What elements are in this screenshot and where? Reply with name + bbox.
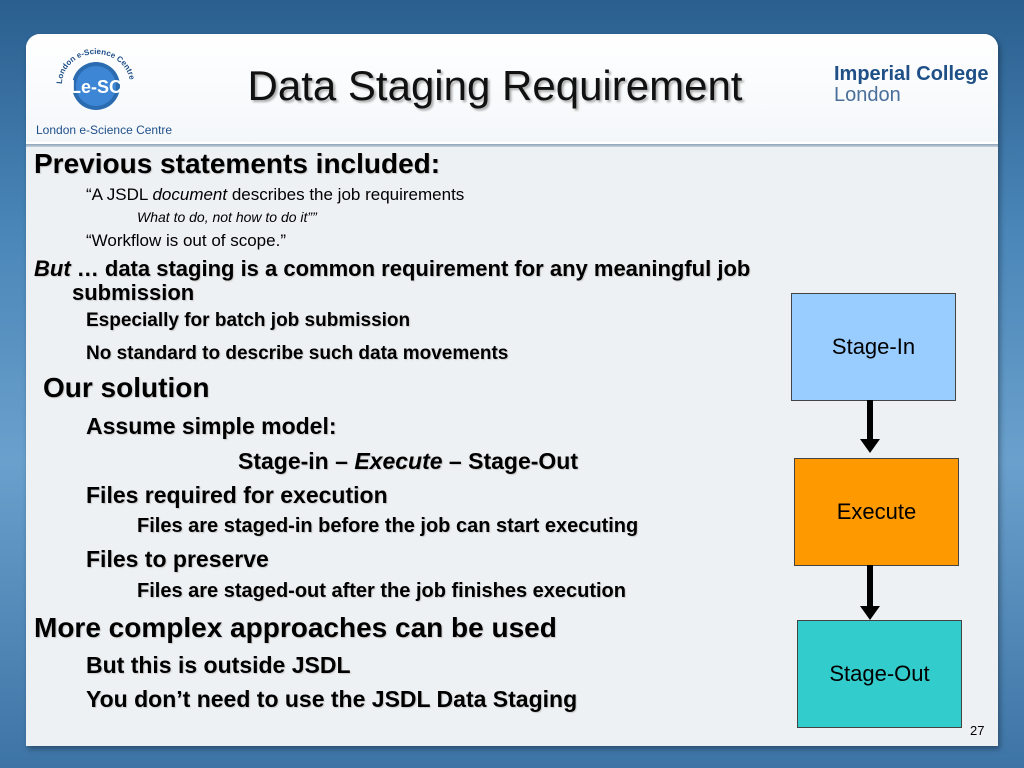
ic-logo-line2: London	[834, 84, 901, 106]
bullet-batch-job: Especially for batch job submission	[86, 310, 411, 331]
bullet-complex-approaches: More complex approaches can be used	[34, 612, 557, 643]
stage-in-label: Stage-In	[831, 334, 916, 359]
bullet-workflow-scope: “Workflow is out of scope.”	[86, 231, 286, 250]
execute-box	[794, 458, 959, 566]
lesc-logo-text: Le-SC	[69, 77, 123, 97]
arrow-shaft	[867, 565, 873, 607]
bullet-staged-in: Files are staged-in before the job can start executing	[137, 515, 639, 537]
bullet-jsdl-document	[86, 185, 464, 205]
bullet-simple-model: Assume simple model:	[86, 413, 337, 439]
stage-out-label: Stage-Out	[829, 661, 930, 686]
text-fragment: But	[34, 256, 71, 281]
bullet-our-solution: Our solution	[43, 372, 210, 403]
ic-logo-line1: Imperial College	[834, 63, 989, 85]
text-fragment: Execute	[354, 448, 443, 474]
bullet-previous-statements: Previous statements included:	[34, 148, 441, 179]
lesc-logo	[40, 44, 148, 118]
bullet-files-preserve: Files to preserve	[86, 546, 269, 572]
bullet-data-staging-common	[34, 256, 750, 282]
text-fragment: “A JSDL	[86, 185, 153, 204]
stage-out-box	[797, 620, 962, 728]
bullet-staged-out: Files are staged-out after the job finishes execution	[137, 580, 626, 602]
imperial-college-logo	[834, 64, 989, 106]
lesc-ring-text: London e-Science Centre	[54, 46, 137, 85]
bullet-stage-sequence	[238, 448, 578, 475]
arrow-down-icon	[860, 439, 880, 453]
execute-label: Execute	[836, 499, 917, 524]
bullet-no-standard: No standard to describe such data movements	[86, 343, 509, 364]
text-fragment: document	[152, 185, 228, 204]
arrow-shaft	[867, 400, 873, 440]
bullet-no-need: You don’t need to use the JSDL Data Staging	[86, 686, 578, 712]
page-title: Data Staging Requirement	[247, 62, 743, 109]
text-fragment: Stage-in –	[238, 448, 355, 474]
bullet-files-required: Files required for execution	[86, 482, 388, 508]
bullet-what-to-do: What to do, not how to do it””	[137, 209, 317, 225]
stage-in-box	[791, 293, 956, 401]
text-fragment: … data staging is a common requirement for any meaningful job	[70, 256, 751, 281]
lesc-caption: London e-Science Centre	[36, 123, 173, 137]
text-fragment: describes the job requirements	[227, 185, 465, 204]
text-fragment: – Stage-Out	[442, 448, 578, 474]
arrow-down-icon	[860, 606, 880, 620]
bullet-outside-jsdl: But this is outside JSDL	[86, 652, 351, 678]
bullet-submission: submission	[72, 280, 195, 305]
page-number: 27	[970, 723, 985, 738]
